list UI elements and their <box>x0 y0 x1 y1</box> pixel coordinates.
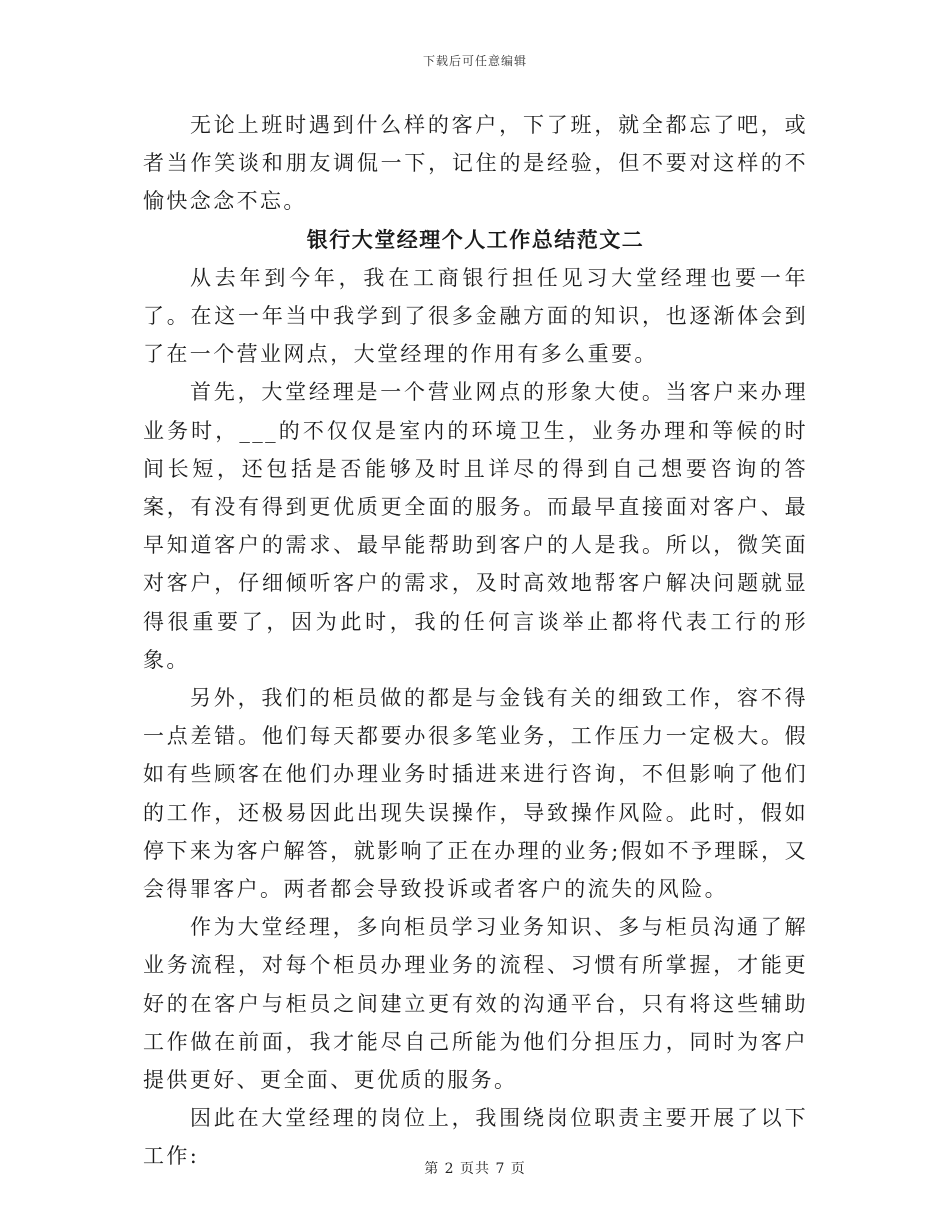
section-title: 银行大堂经理个人工作总结范文二 <box>306 226 645 252</box>
body-paragraph-2: 首先，大堂经理是一个营业网点的形象大使。当客户来办理业务时，___的不仅仅是室内的环境卫生，业务办理和等候的时间长短，还包括是否能够及时且详尽的得到自己想要咨询的答案，有没有得到更优质更全面的服务。而最早直接面对客户、最早知道客户的需求、最早能帮助到客户的人是我。所以，微笑面对客户，仔细倾听客户的需求，及时高效地帮客户解决问题就显得很重要了，因为此时，我的任何言谈举止都将代表工行的形象。 <box>143 380 808 672</box>
body-paragraph-3: 另外，我们的柜员做的都是与金钱有关的细致工作，容不得一点差错。他们每天都要办很多笔业务，工作压力一定极大。假如有些顾客在他们办理业务时插进来进行咨询，不但影响了他们的工作，还极易因此出现失误操作，导致操作风险。此时，假如停下来为客户解答，就影响了正在办理的业务;假如不予理睬，又会得罪客户。两者都会导致投诉或者客户的流失的风险。 <box>143 686 808 902</box>
body-paragraph-5: 因此在大堂经理的岗位上，我围绕岗位职责主要开展了以下工作: <box>143 1106 808 1169</box>
page-header: 下载后可任意编辑 <box>422 54 527 68</box>
body-paragraph-1: 从去年到今年，我在工商银行担任见习大堂经理也要一年了。在这一年当中我学到了很多金融方面的知识，也逐渐体会到了在一个营业网点，大堂经理的作用有多么重要。 <box>143 265 808 367</box>
continued-paragraph: 无论上班时遇到什么样的客户，下了班，就全都忘了吧，或者当作笑谈和朋友调侃一下，记住的是经验，但不要对这样的不愉快念念不忘。 <box>143 113 808 214</box>
page-footer: 第 2 页共 7 页 <box>424 1161 526 1177</box>
body-paragraph-4: 作为大堂经理，多向柜员学习业务知识、多与柜员沟通了解业务流程，对每个柜员办理业务的流程、习惯有所掌握，才能更好的在客户与柜员之间建立更有效的沟通平台，只有将这些辅助工作做在前面，我才能尽自己所能为他们分担压力，同时为客户提供更好、更全面、更优质的服务。 <box>143 915 808 1093</box>
document-body <box>143 106 808 1176</box>
